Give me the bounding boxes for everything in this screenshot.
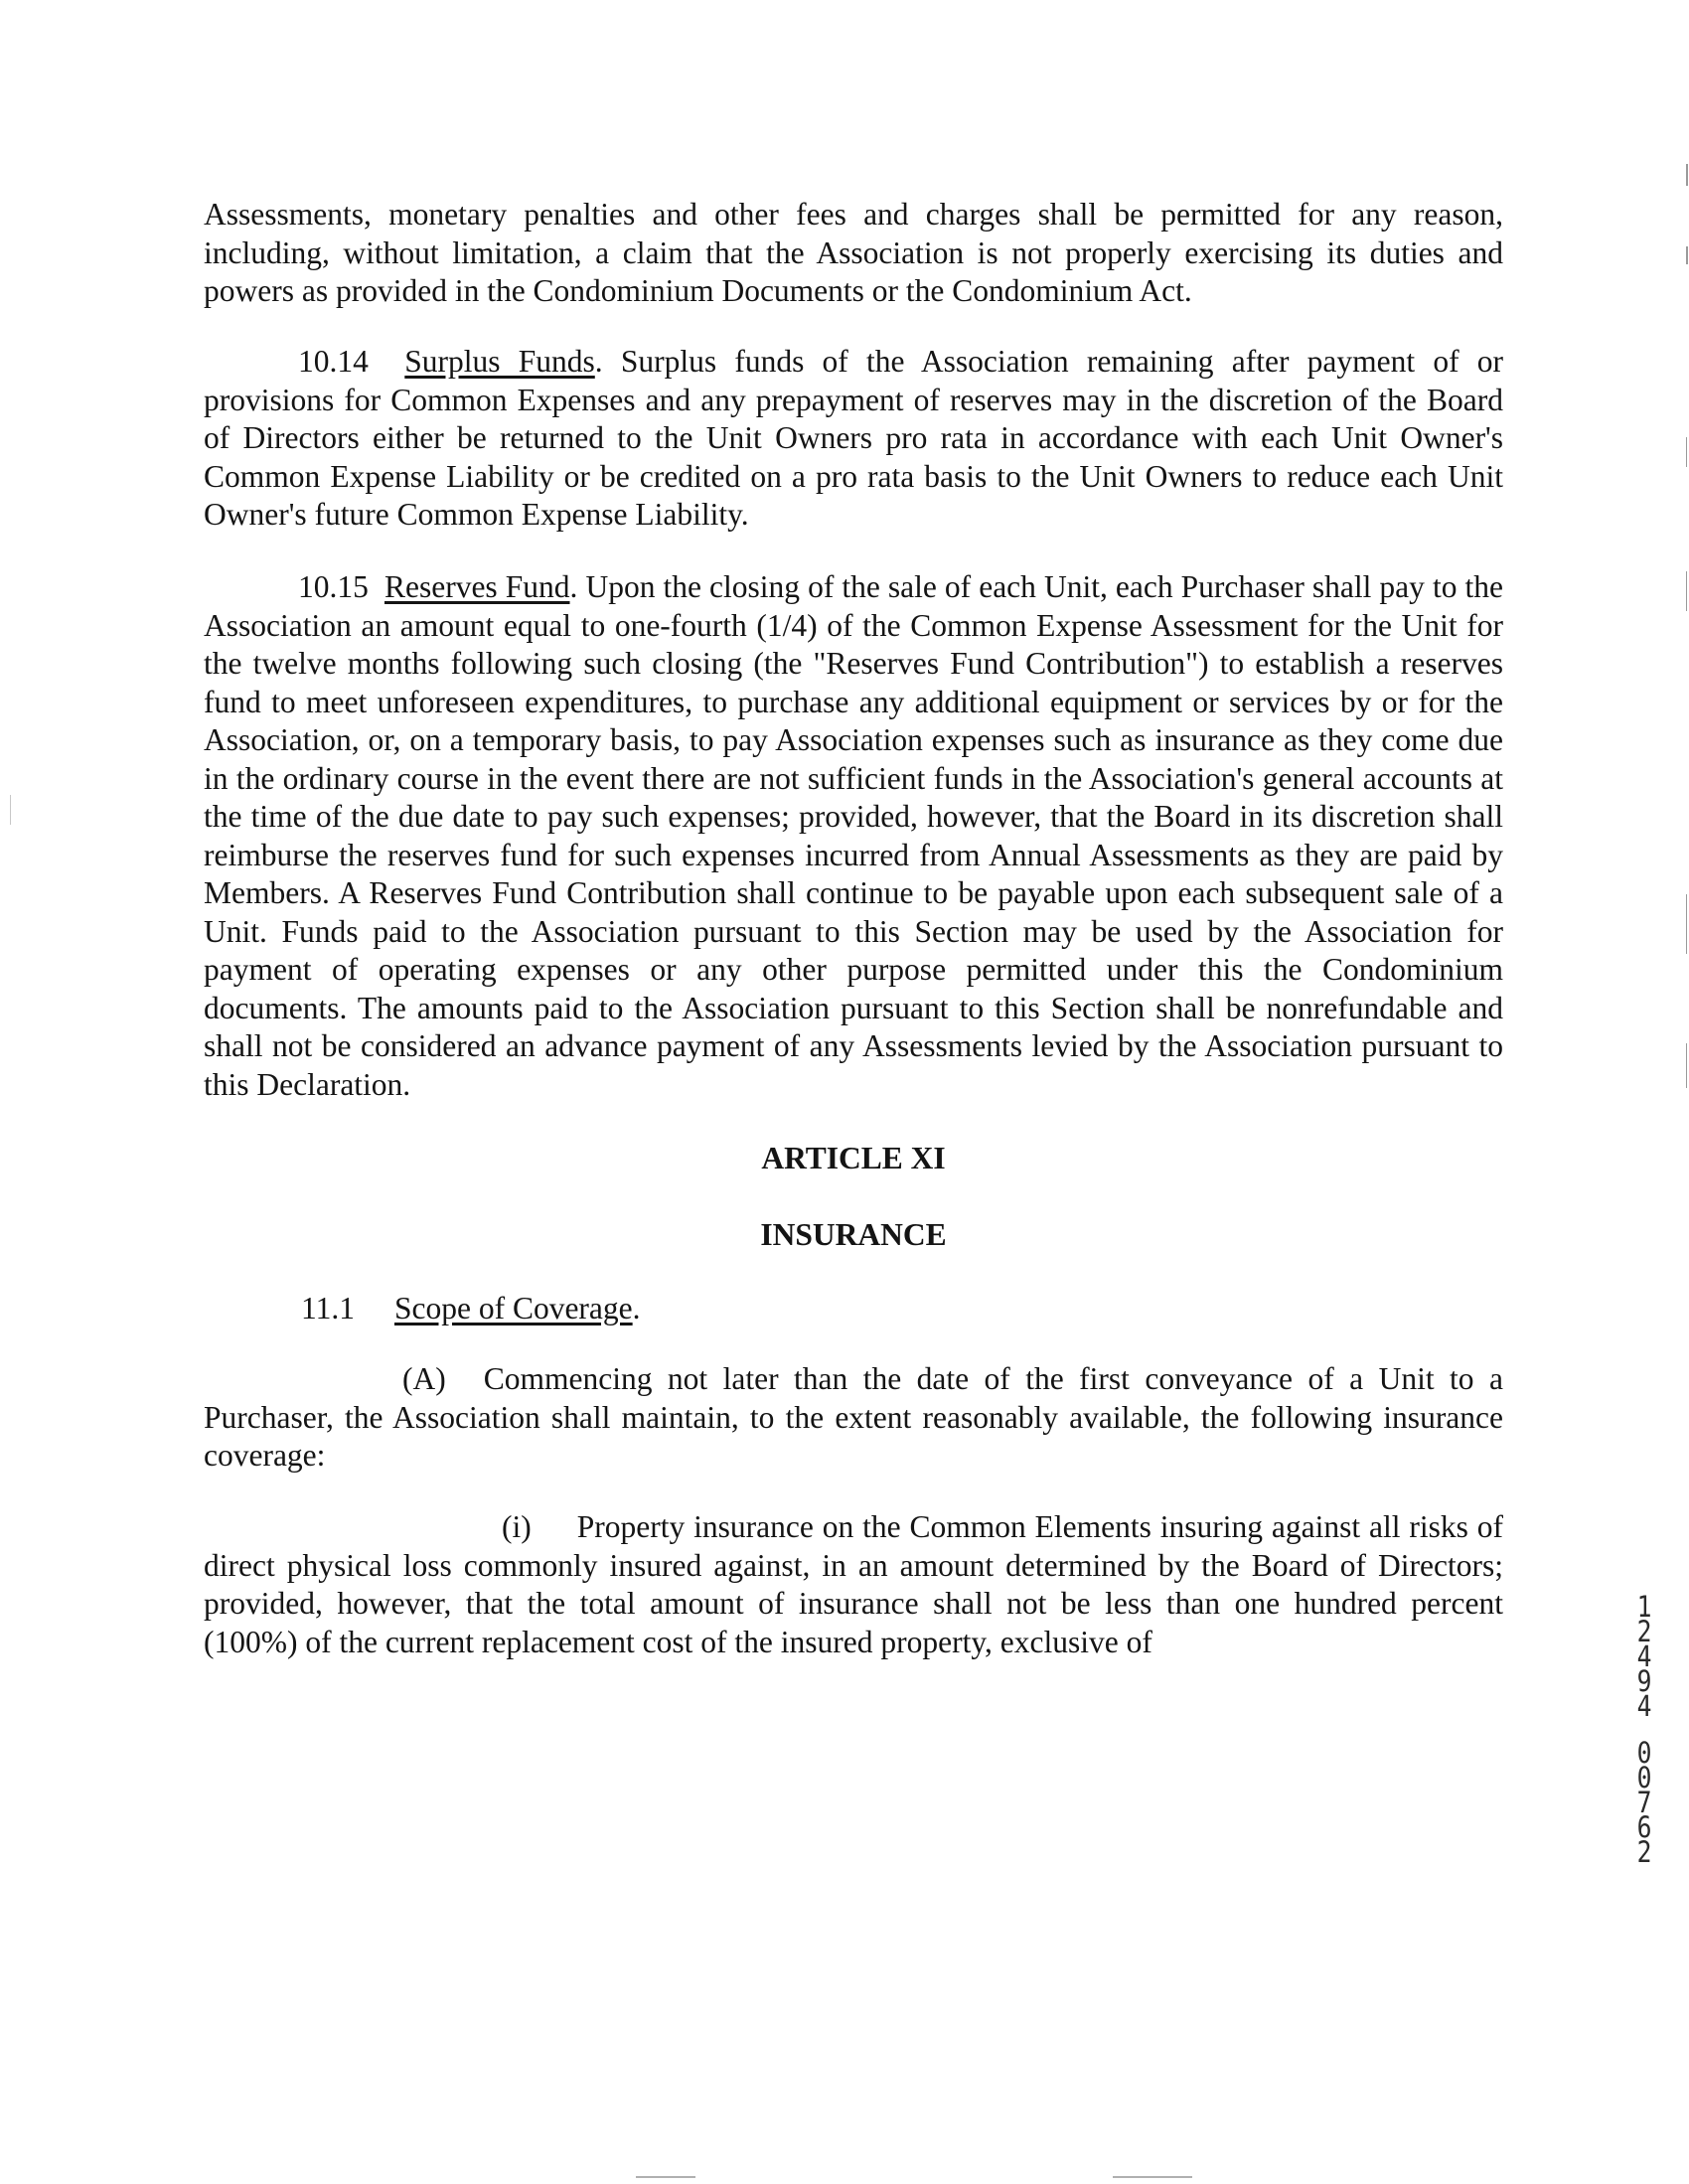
article-title: INSURANCE (760, 1217, 947, 1252)
section-10-14-title: Surplus Funds (404, 344, 595, 379)
stamp-page-digit: 0 (1636, 1736, 1652, 1770)
subsection-i-label: (i) (502, 1509, 532, 1544)
section-10-14-number: 10.14 (298, 344, 369, 379)
section-11-1-title-end: . (632, 1291, 641, 1326)
scan-mark (1686, 1043, 1687, 1088)
stamp-book-digit: 2 (1636, 1615, 1652, 1648)
opening-paragraph: Assessments, monetary penalties and other fees and charges shall be permitted for any reason, including, without limitation, a claim that the Association is not properly exercising its duties and powers as provided in the Condominium Documents or the Condominium Act. (204, 197, 1503, 308)
scan-mark (1686, 894, 1687, 954)
section-11-1-number: 11.1 (301, 1291, 355, 1326)
scan-mark (1113, 2176, 1192, 2178)
stamp-book-digit: 9 (1636, 1664, 1652, 1698)
scan-mark (1686, 437, 1687, 467)
subsection-a-label: (A) (402, 1361, 446, 1396)
scan-mark (1686, 246, 1688, 264)
stamp-book-digit: 1 (1636, 1590, 1652, 1624)
stamp-book-digit: 4 (1636, 1689, 1652, 1723)
stamp-book-digit: 4 (1636, 1639, 1652, 1673)
section-10-14-body: . Surplus funds of the Association remaining after payment of or provisions for Common Expenses and any prepayment of reserves may in the discretion of the Board of Directors either be returned to the Unit Owners pro rata in accordance with each Unit Owner's Common Expense Liability or be credited on a pro rata basis to the Unit Owners to reduce each Unit Owner's future Common Expense Liability. (204, 344, 1503, 532)
subsection-a-body: Commencing not later than the date of the first conveyance of a Unit to a Purchaser, the Association shall maintain, to the extent reasonably available, the following insurance coverage: (204, 1361, 1503, 1473)
section-10-15-body: . Upon the closing of the sale of each Unit, each Purchaser shall pay to the Association an amount equal to one-fourth (1/4) of the Common Expense Assessment for the Unit for the twelve months following such closing (the "Reserves Fund Contribution") to establish a reserves fund to meet unforeseen expenditures, to purchase any additional equipment or services by or for the Association, or, on a temporary basis, to pay Association expenses such as insurance as they come due in the ordinary course in the event there are not sufficient funds in the Association's general accounts at the time of the due date to pay such expenses; provided, however, that the Board in its discretion shall reimburse the reserves fund for such expenses incurred from Annual Assessments as they are paid by Members. A Reserves Fund Contribution shall continue to be payable upon each subsequent sale of a Unit. Funds paid to the Association pursuant to this Section may be used by the Association for payment of operating expenses or any other purpose permitted under this the Condominium documents. The amounts paid to the Association pursuant to this Section shall be nonrefundable and shall not be considered an advance payment of any Assessments levied by the Association pursuant to this Declaration. (204, 569, 1503, 1102)
section-10-14 (204, 343, 1503, 535)
scan-mark (10, 795, 11, 825)
scan-mark (1686, 571, 1687, 611)
subsection-i-body: Property insurance on the Common Elements insuring against all risks of direct physical loss commonly insured against, in an amount determined by the Board of Directors; provided, however, that the total amount of insurance shall not be less than one hundred percent (100%) of the current replacement cost of the insured property, exclusive of (204, 1509, 1503, 1659)
recording-stamp (1630, 1590, 1659, 1869)
scan-mark (636, 2176, 695, 2178)
stamp-page-digit: 6 (1636, 1810, 1652, 1844)
article-number: ARTICLE XI (761, 1141, 946, 1175)
subsection-i (204, 1508, 1503, 1661)
stamp-page-digit: 0 (1636, 1761, 1652, 1794)
section-11-1-title: Scope of Coverage (393, 1291, 633, 1326)
scan-mark (1686, 164, 1688, 186)
section-10-15-number: 10.15 (298, 569, 369, 604)
section-11-1-heading (204, 1290, 1503, 1328)
section-10-15 (204, 568, 1503, 1104)
subsection-a (204, 1360, 1503, 1476)
section-10-15-title: Reserves Fund (384, 569, 570, 604)
stamp-page-digit: 2 (1636, 1835, 1652, 1869)
stamp-page-digit: 7 (1636, 1786, 1652, 1819)
